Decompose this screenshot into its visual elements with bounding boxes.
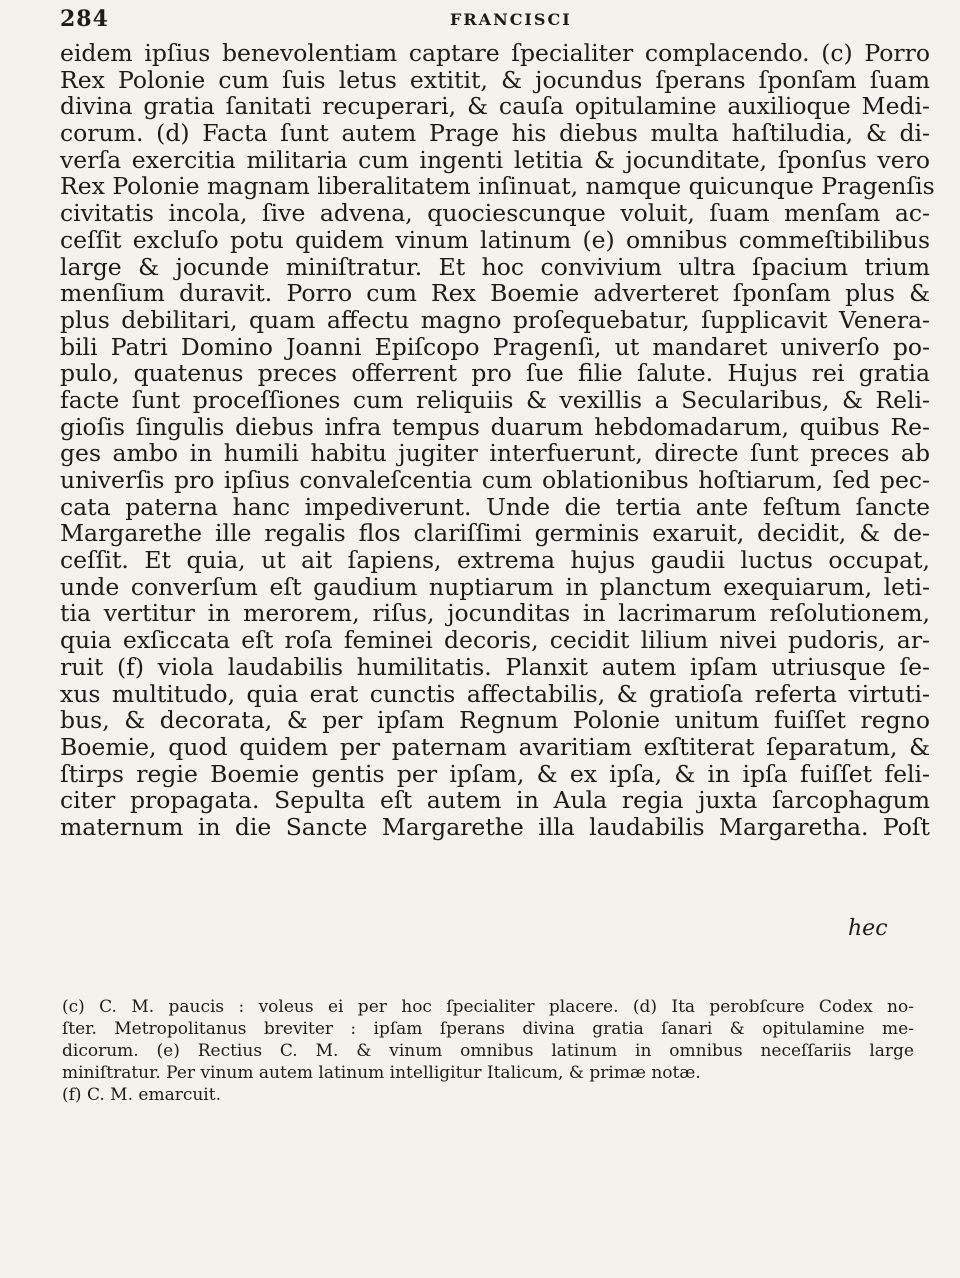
text-line: ruit (f) viola laudabilis humilitatis. Planxit autem ipſam utriusque ſe- <box>60 652 930 681</box>
footnote-line: ſter. Metropolitanus breviter : ipſam ſperans divina gratia ſanari & opitulamine me- <box>62 1019 914 1039</box>
catchword: hec <box>848 916 888 941</box>
text-line: civitatis incola, ſive advena, quociescunque voluit, ſuam menſam ac- <box>60 199 930 228</box>
footnote-line: dicorum. (e) Rectius C. M. & vinum omnibus latinum in omnibus neceſſariis large <box>62 1041 914 1061</box>
text-line: menſium duravit. Porro cum Rex Boemie adverteret ſponſam plus & <box>60 279 930 308</box>
text-line: bili Patri Domino Joanni Epiſcopo Pragenſi, ut mandaret univerſo po- <box>60 332 930 361</box>
text-line: verſa exercitia militaria cum ingenti letitia & jocunditate, ſponſus vero <box>60 145 930 174</box>
text-line: Margarethe ille regalis flos clariſſimi germinis exaruit, decidit, & de- <box>60 519 930 548</box>
text-line: unde converſum eſt gaudium nuptiarum in planctum exequiarum, leti- <box>60 572 930 601</box>
text-line: gioſis ſingulis diebus infra tempus duarum hebdomadarum, quibus Re- <box>60 412 930 441</box>
text-line: plus debilitari, quam affectu magno proſequebatur, ſupplicavit Venera- <box>60 305 930 334</box>
text-line: ceſſit. Et quia, ut ait ſapiens, extrema hujus gaudii luctus occupat, <box>60 546 930 575</box>
text-line: large & jocunde miniſtratur. Et hoc convivium ultra ſpacium trium <box>60 252 930 281</box>
text-line: ſtirps regie Boemie gentis per ipſam, & ex ipſa, & in ipſa fuiſſet feli- <box>60 759 930 788</box>
text-line: bus, & decorata, & per ipſam Regnum Polonie unitum fuiſſet regno <box>60 706 930 735</box>
text-line: pulo, quatenus preces offerrent pro ſue filie ſalute. Hujus rei gratia <box>60 359 930 388</box>
page-header <box>60 6 940 34</box>
text-line: maternum in die Sancte Margarethe illa laudabilis Margaretha. Poſt <box>60 812 930 841</box>
footnote-line: (f) C. M. emarcuit. <box>62 1085 221 1105</box>
text-line: Rex Polonie cum ſuis letus extitit, & jocundus ſperans ſponſam ſuam <box>60 65 930 94</box>
text-line: eidem ipſius benevolentiam captare ſpecialiter complacendo. (c) Porro <box>60 39 930 67</box>
text-line: corum. (d) Facta ſunt autem Prage his diebus multa haſtiludia, & di- <box>60 119 930 148</box>
text-line: univerſis pro ipſius convaleſcentia cum oblationibus hoſtiarum, ſed pec- <box>60 466 930 494</box>
running-head: FRANCISCI <box>450 10 572 29</box>
text-line: divina gratia ſanitati recuperari, & cauſa opitulamine auxilioque Medi- <box>60 92 930 121</box>
footnote-line: (c) C. M. paucis : voleus ei per hoc ſpecialiter placere. (d) Ita perobſcure Codex no- <box>62 997 914 1017</box>
text-line: ges ambo in humili habitu jugiter interfuerunt, directe ſunt preces ab <box>60 439 930 468</box>
text-line: xus multitudo, quia erat cunctis affectabilis, & gratioſa referta virtuti- <box>60 679 930 708</box>
page-number: 284 <box>60 6 109 32</box>
footnote-line: miniſtratur. Per vinum autem latinum intelligitur Italicum, & primæ notæ. <box>62 1063 701 1083</box>
text-line: tia vertitur in merorem, riſus, jocunditas in lacrimarum reſolutionem, <box>60 599 930 628</box>
text-line: ceſſit excluſo potu quidem vinum latinum (e) omnibus commeſtibilibus <box>60 225 930 254</box>
footnotes <box>62 996 914 1106</box>
main-text <box>60 39 935 841</box>
text-line: cata paterna hanc impediverunt. Unde die tertia ante feſtum ſancte <box>60 492 930 521</box>
text-line: Boemie, quod quidem per paternam avaritiam exſtiterat ſeparatum, & <box>60 732 930 761</box>
text-line: citer propagata. Sepulta eſt autem in Aula regia juxta ſarcophagum <box>60 786 930 815</box>
text-line: quia exſiccata eſt roſa feminei decoris, cecidit lilium nivei pudoris, ar- <box>60 626 930 655</box>
text-line: facte ſunt proceſſiones cum reliquiis & vexillis a Secularibus, & Reli- <box>60 385 930 414</box>
text-line: Rex Polonie magnam liberalitatem inſinuat, namque quicunque Pragenſis <box>60 172 935 201</box>
